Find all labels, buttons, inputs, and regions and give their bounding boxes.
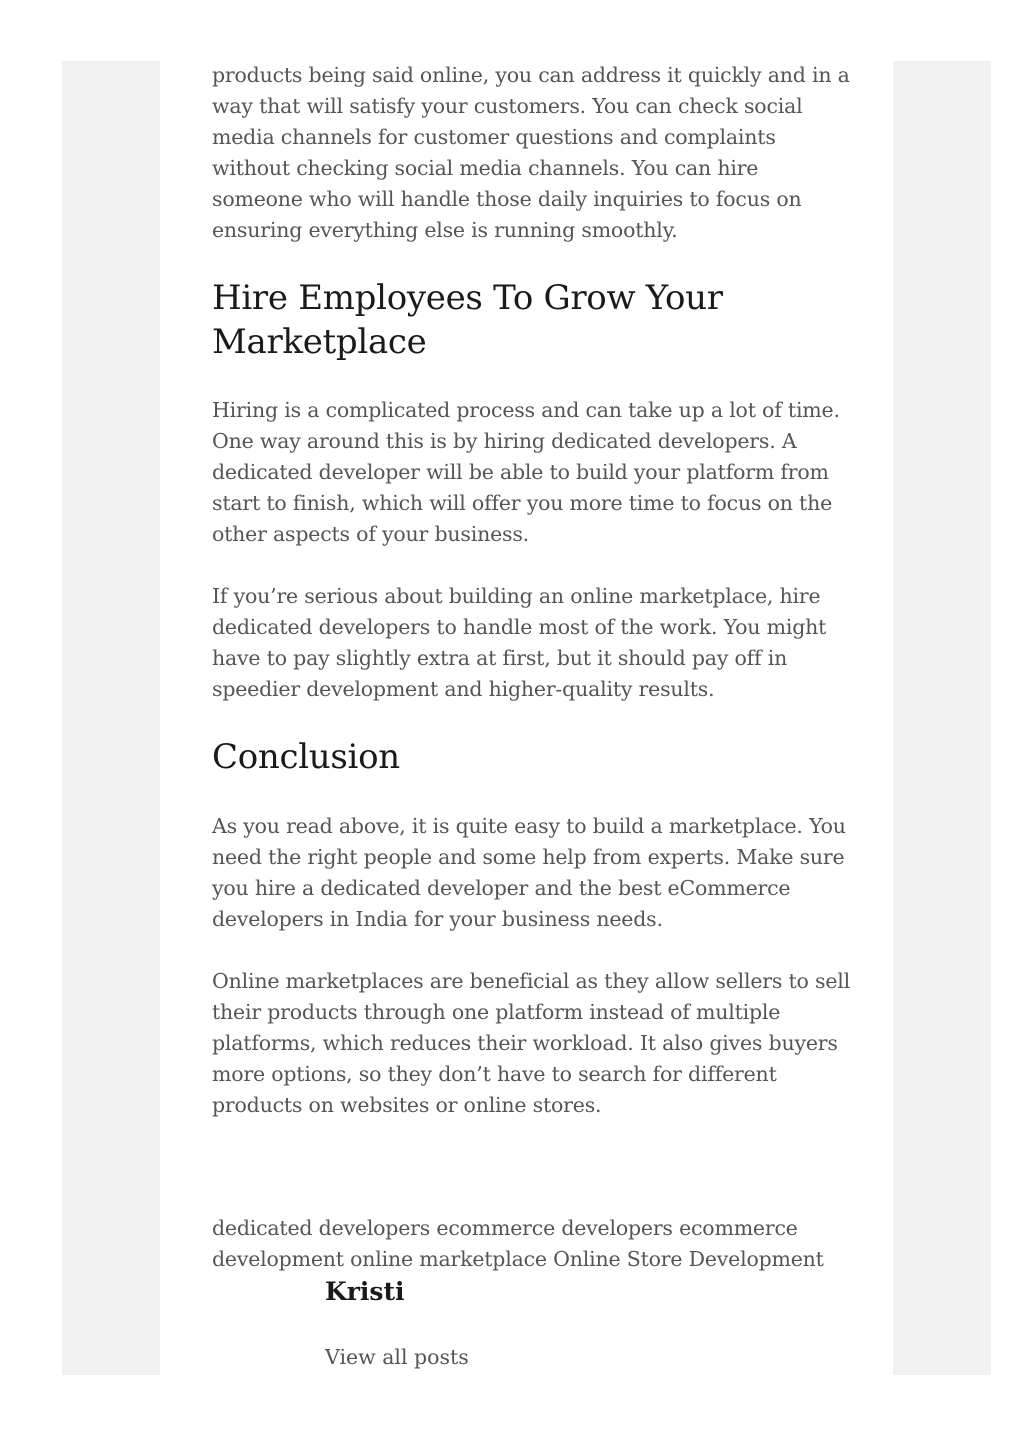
right-gutter [893, 61, 991, 1375]
view-all-posts-link[interactable]: View all posts [325, 1345, 469, 1369]
tag-link[interactable]: dedicated developers [212, 1216, 431, 1240]
section-heading-hire-employees: Hire Employees To Grow Your Marketplace [212, 278, 723, 362]
tag-link[interactable]: Online Store Development [553, 1247, 824, 1271]
tag-link[interactable]: ecommerce developers [436, 1216, 673, 1240]
left-gutter [62, 61, 160, 1375]
author-box [325, 1275, 469, 1369]
conclusion-paragraph-1: As you read above, it is quite easy to build a marketplace. You need the right people and some help from experts. Make sure you hire a dedicated developer and the best eCommerce developers in India for your business needs. [212, 814, 846, 931]
section-heading-conclusion: Conclusion [212, 737, 400, 777]
author-name[interactable]: Kristi [325, 1277, 405, 1306]
tag-link[interactable]: online marketplace [350, 1247, 547, 1271]
tag-link[interactable]: ecommerce development [212, 1216, 798, 1271]
post-tags [212, 1213, 852, 1275]
hire-paragraph-1: Hiring is a complicated process and can take up a lot of time. One way around this is by hiring dedicated developers. A dedicated developer will be able to build your platform from start to finish, which will offer you more time to focus on the other aspects of your business. [212, 398, 840, 546]
intro-paragraph: products being said online, you can address it quickly and in a way that will satisfy your customers. You can check social media channels for customer questions and complaints without checking social media channels. You can hire someone who will handle those daily inquiries to focus on ensuring everything else is running smoothly. [212, 63, 850, 242]
hire-paragraph-2: If you’re serious about building an online marketplace, hire dedicated developers to handle most of the work. You might have to pay slightly extra at first, but it should pay off in speedier development and higher-quality results. [212, 584, 827, 701]
conclusion-paragraph-2: Online marketplaces are beneficial as they allow sellers to sell their products through one platform instead of multiple platforms, which reduces their workload. It also gives buyers more options, so they don’t have to search for different products on websites or online stores. [212, 969, 850, 1117]
